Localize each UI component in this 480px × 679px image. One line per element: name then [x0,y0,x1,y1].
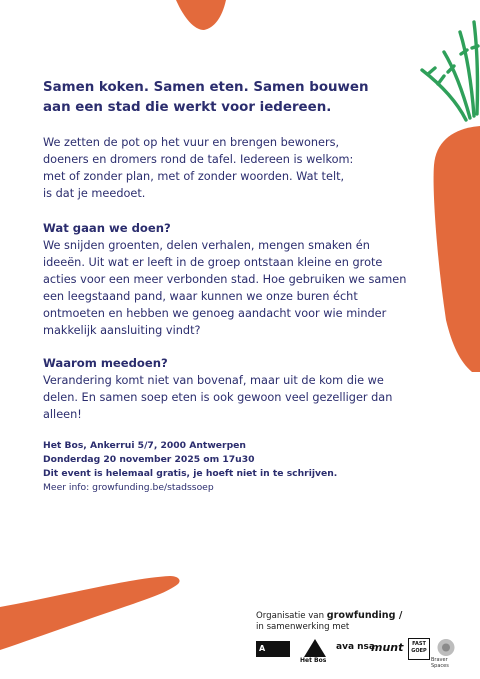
body-line: acties voor een meer verbonden stad. Hoe gebruiken we samen [43,273,407,286]
body-line: Verandering komt niet van bovenaf, maar uit de kom die we [43,374,384,387]
event-location: Het Bos, Ankerrui 5/7, 2000 Antwerpen [43,440,246,451]
avansa-logo: ava nsa [336,642,375,652]
section-what-title: Wat gaan we doen? [43,221,171,235]
page-title [43,78,433,118]
intro-line: We zetten de pot op het vuur en brengen bewoners, [43,136,340,149]
carrot-top-shape [176,0,226,30]
het-bos-logo-label: Het Bos [300,657,327,664]
cooperation-line: in samenwerking met [256,622,350,632]
intro-line: met of zonder plan, met of zonder woorden. Wat telt, [43,170,345,183]
carrot-right-shape [434,126,480,372]
intro-line: is dat je meedoet. [43,187,146,200]
carrot-bottom-shape [0,576,180,650]
main-content [43,78,433,495]
intro-line: doeners en dromers rond de tafel. Iedereen is welkom: [43,153,354,166]
body-line: delen. En samen soep eten is ook gewoon veel gezelliger dan [43,391,393,404]
body-line: ontmoeten en hebben we genoeg aandacht voor wie minder [43,307,387,320]
body-line: alleen! [43,408,82,421]
section-why-body [43,372,433,423]
section-what [43,220,433,339]
organizer-prefix: Organisatie van [256,611,327,621]
organizer-footer [256,610,466,633]
event-info [43,439,433,495]
section-what-body [43,237,433,339]
body-line: makkelijk aansluiting vindt? [43,324,201,337]
title-line-1: Samen koken. Samen eten. Samen bouwen [43,80,369,95]
munt-logo: munt [371,641,404,654]
event-more-info-link[interactable]: Meer info: growfunding.be/stadssoep [43,482,214,493]
intro-paragraph [43,134,433,202]
event-free-note: Dit event is helemaal gratis, je hoeft niet in te schrijven. [43,468,338,479]
body-line: We snijden groenten, delen verhalen, mengen smaken én [43,239,370,252]
title-line-2: aan een stad die werkt voor iedereen. [43,100,332,115]
body-line: een leegstaand pand, waar kunnen we onze buren écht [43,290,358,303]
het-bos-logo-icon [302,638,328,658]
growfunding-brand: growfunding / [326,610,403,621]
section-why-title: Waarom meedoen? [43,356,168,370]
braver-spaces-logo-label: Braver Spaces [431,657,449,669]
organizer-line [256,610,466,622]
fast-goep-logo: FAST GOEP [408,638,430,660]
section-why [43,355,433,423]
event-date: Donderdag 20 november 2025 om 17u30 [43,454,255,465]
antwerpen-logo: A [256,641,290,657]
braver-spaces-logo-icon [436,638,456,657]
body-line: ideeën. Uit wat er leeft in de groep ontstaan kleine en grote [43,256,383,269]
partner-logos [256,638,466,668]
